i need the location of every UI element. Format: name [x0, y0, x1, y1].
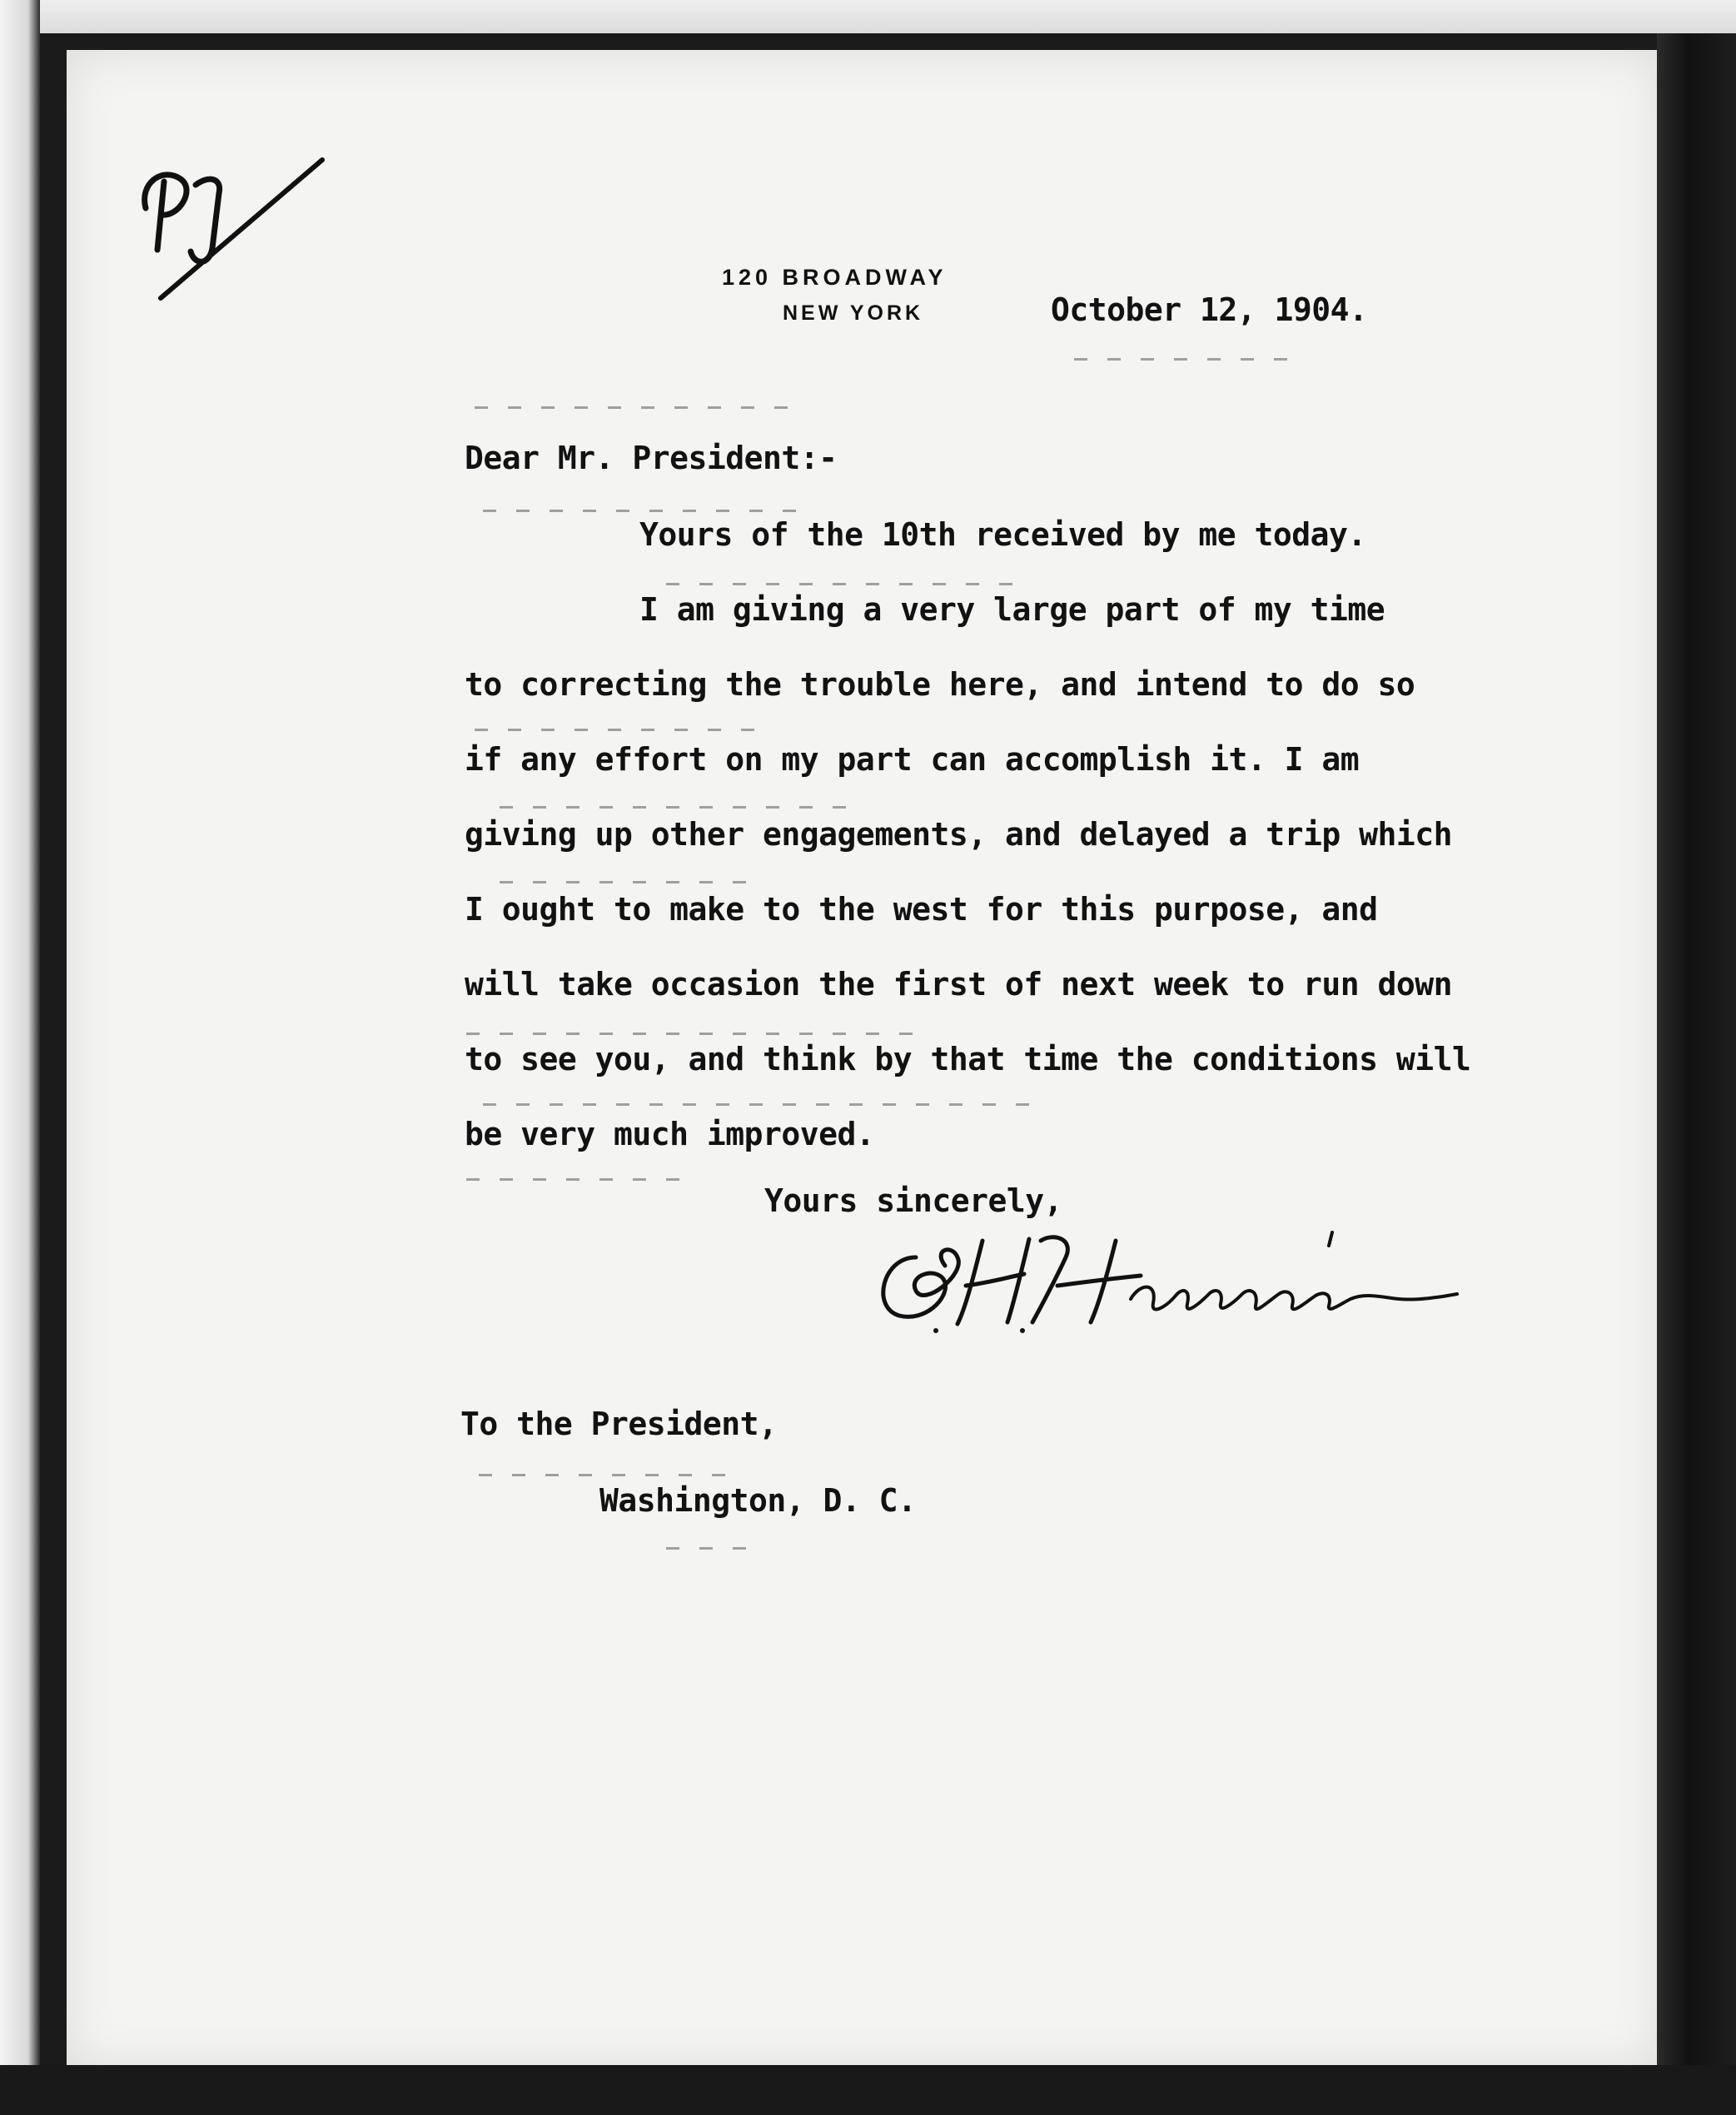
- letterhead-city: NEW YORK: [783, 301, 924, 325]
- address-line-1: To the President,: [460, 1406, 778, 1442]
- photo-backdrop-top: [0, 0, 1736, 33]
- photo-backdrop-left: [0, 0, 40, 2115]
- letterhead-street: 120 BROADWAY: [722, 265, 948, 290]
- body-line: to correcting the trouble here, and intend to do so: [465, 666, 1415, 703]
- body-line: giving up other engagements, and delayed a trip which: [465, 816, 1453, 853]
- salutation: Dear Mr. President:-: [465, 440, 838, 476]
- ghost-mark: [1074, 358, 1299, 361]
- ghost-mark: [475, 406, 791, 409]
- sheet-shadow-bottom: [0, 2065, 1736, 2115]
- ghost-mark: [483, 1103, 1032, 1106]
- body-line: Yours of the 10th received by me today.: [639, 516, 1366, 553]
- ghost-mark: [483, 510, 799, 512]
- ghost-mark: [466, 1033, 933, 1035]
- ghost-mark: [475, 729, 774, 731]
- address-line-2: Washington, D. C.: [599, 1482, 917, 1519]
- handwritten-initials: [129, 150, 346, 316]
- body-line: I ought to make to the west for this purpose, and: [465, 891, 1378, 928]
- body-line: if any effort on my part can accomplish it. I am: [465, 741, 1360, 778]
- closing: Yours sincerely,: [764, 1182, 1063, 1219]
- ghost-mark: [666, 1547, 758, 1550]
- letter-date: October 12, 1904.: [1051, 291, 1368, 328]
- body-line: to see you, and think by that time the conditions will: [465, 1041, 1471, 1077]
- ghost-mark: [500, 806, 866, 809]
- ghost-mark: [666, 583, 1016, 585]
- body-line: be very much improved.: [465, 1116, 875, 1152]
- ghost-mark: [466, 1178, 699, 1181]
- sheet-shadow-right: [1657, 33, 1736, 2115]
- signature: [866, 1224, 1465, 1341]
- ghost-mark: [479, 1474, 729, 1476]
- body-line: I am giving a very large part of my time: [639, 591, 1385, 628]
- ghost-mark: [500, 881, 766, 883]
- body-line: will take occasion the first of next week to run down: [465, 966, 1453, 1003]
